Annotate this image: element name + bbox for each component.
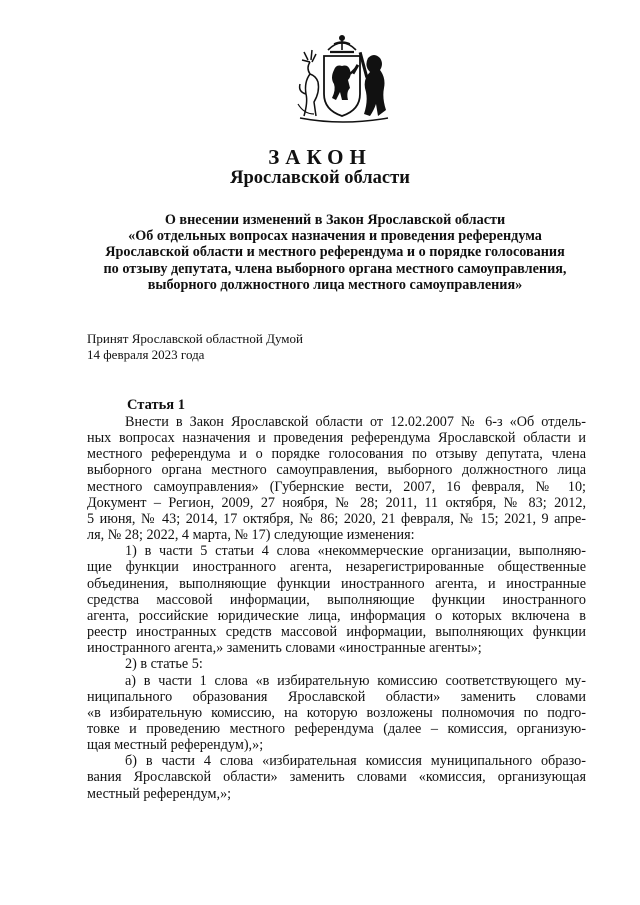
article-title: Статья 1 xyxy=(127,397,185,413)
heading-line: О внесении изменений в Закон Ярославской области xyxy=(164,212,506,228)
body-line: ных вопросах назначения и проведения референдума Ярославской области и xyxy=(87,430,586,447)
body-line: местного самоуправления» (Губернские вести, 2007, 16 февраля, № 10; xyxy=(87,478,586,495)
document-title: ЗАКОН xyxy=(268,145,372,169)
body-line: товке и проведению местного референдума (далее – комиссия, организую- xyxy=(87,720,586,737)
body-line: 1) в части 5 статьи 4 слова «некоммерческие организации, выполняю- xyxy=(125,543,586,560)
adoption-body: Принят Ярославской областной Думой xyxy=(87,331,303,346)
body-line: средства массовой информации, выполняющие функции иностранного xyxy=(87,591,586,608)
body-line: объединения, выполняющие функции иностранного агента, и иностранные xyxy=(87,575,586,592)
heading-line: «Об отдельных вопросах назначения и проведения референдума xyxy=(128,228,542,245)
article-body xyxy=(87,414,586,802)
body-line: местного референдума и о порядке голосования по отзыву депутата, члена xyxy=(87,446,586,463)
heading-line: по отзыву депутата, члена выборного органа местного самоуправления, xyxy=(103,260,567,277)
body-line: б) в части 4 слова «избирательная комиссия муниципального образо- xyxy=(125,753,586,770)
body-line: 5 июня, № 43; 2014, 17 октября, № 86; 2020, 21 февраля, № 15; 2021, 9 апре- xyxy=(87,510,586,527)
heading-line: Ярославской области и местного референдума и о порядке голосования xyxy=(105,244,565,261)
body-line: Документ – Регион, 2009, 27 ноября, № 28; 2011, 11 октября, № 83; 2012, xyxy=(87,494,586,511)
adoption-date: 14 февраля 2023 года xyxy=(87,346,205,362)
deer-supporter-icon xyxy=(300,50,319,116)
body-line: иностранного агента,» заменить словами «иностранные агенты»; xyxy=(87,640,482,657)
body-line: агента, российские юридические лица, информация о которых включена в xyxy=(87,607,586,624)
bear-supporter-icon xyxy=(359,52,386,116)
heading-line: выборного должностного лица местного самоуправления» xyxy=(147,276,523,293)
document-subtitle: Ярославской области xyxy=(230,168,410,188)
body-line: Внести в Закон Ярославской области от 12.02.2007 № 6-з «Об отдель- xyxy=(125,414,586,430)
adoption-note xyxy=(87,331,303,362)
body-line: 2) в статье 5: xyxy=(125,656,203,673)
body-line: щие функции иностранного агента, незарегистрированные общественные xyxy=(87,559,586,576)
body-line: ниципального образования Ярославской области» заменить словами xyxy=(87,688,586,705)
body-line: местный референдум,»; xyxy=(87,785,232,802)
emblem-base xyxy=(300,118,388,122)
crown-icon xyxy=(328,36,356,52)
body-line: вания Ярославской области» заменить словами «комиссия, организующая xyxy=(87,769,586,786)
body-line: а) в части 1 слова «в избирательную комиссию соответствующего му- xyxy=(125,672,586,689)
body-line: щая местный референдум),»; xyxy=(87,737,264,754)
body-line: «в избирательную комиссию, на которую возложены полномочия по подго- xyxy=(87,704,586,721)
body-line: реестр иностранных средств массовой информации, выполняющих функции xyxy=(87,624,586,641)
body-line: выборного органа местного самоуправления, выборного должностного лица xyxy=(87,462,586,479)
law-heading xyxy=(80,212,590,293)
body-line: ля, № 28; 2022, 4 марта, № 17) следующие изменения: xyxy=(87,527,415,544)
shield-icon xyxy=(324,56,360,116)
coat-of-arms-emblem xyxy=(290,30,394,130)
